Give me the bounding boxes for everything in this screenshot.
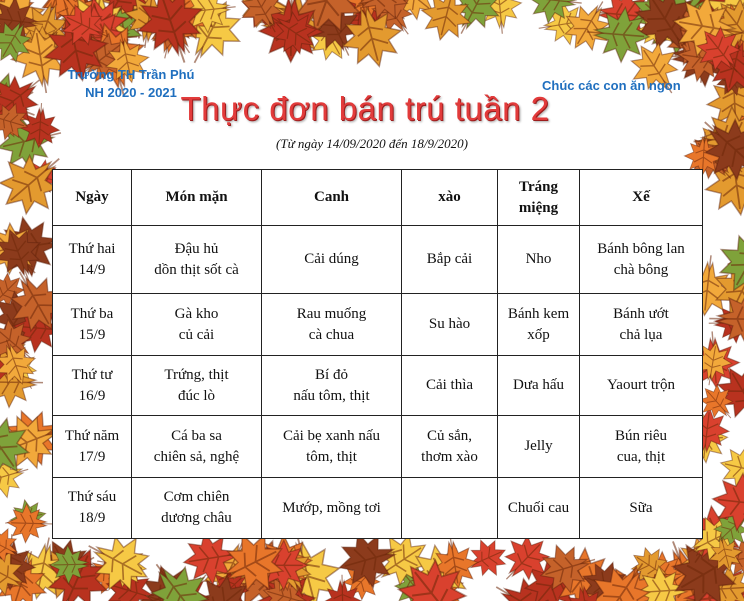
table-cell: Dưa hấu [498, 356, 580, 416]
table-cell [402, 478, 498, 539]
table-cell: Mướp, mồng tơi [262, 478, 402, 539]
table-cell: Cải thìa [402, 356, 498, 416]
table-cell: Thứ hai 14/9 [53, 226, 132, 294]
table-row [53, 416, 703, 478]
table-cell: Thứ năm 17/9 [53, 416, 132, 478]
table-cell: Bắp cải [402, 226, 498, 294]
table-cell: Đậu hủ dồn thịt sốt cà [132, 226, 262, 294]
table-cell: Rau muống cà chua [262, 294, 402, 356]
table-row [53, 294, 703, 356]
table-cell: Trứng, thịt đúc lò [132, 356, 262, 416]
table-cell: Yaourt trộn [580, 356, 703, 416]
column-header-afternoon-snack: Xế [580, 170, 703, 226]
date-range: (Từ ngày 14/09/2020 đến 18/9/2020) [276, 136, 468, 151]
table-cell: Bánh bông lan chà bông [580, 226, 703, 294]
table-cell: Cải dúng [262, 226, 402, 294]
column-header-soup: Canh [262, 170, 402, 226]
column-header-stir-fry: xào [402, 170, 498, 226]
table-cell: Bí đỏ nấu tôm, thịt [262, 356, 402, 416]
table-cell: Bánh ướt chả lụa [580, 294, 703, 356]
table-row [53, 478, 703, 539]
greeting-text: Chúc các con ăn ngon [542, 78, 681, 93]
table-cell: Su hào [402, 294, 498, 356]
table-cell: Cải bẹ xanh nấu tôm, thịt [262, 416, 402, 478]
column-header-day: Ngày [53, 170, 132, 226]
table-cell: Gà kho củ cải [132, 294, 262, 356]
table-cell: Bún riêu cua, thịt [580, 416, 703, 478]
table-cell: Chuối cau [498, 478, 580, 539]
table-row [53, 226, 703, 294]
table-cell: Bánh kem xốp [498, 294, 580, 356]
table-cell: Sữa [580, 478, 703, 539]
column-header-dessert: Tráng miệng [498, 170, 580, 226]
table-row [53, 356, 703, 416]
table-cell: Nho [498, 226, 580, 294]
page-title: Thực đơn bán trú tuần 2 [180, 90, 550, 127]
table-header-row [53, 170, 703, 226]
menu-table [52, 169, 703, 539]
table-cell: Jelly [498, 416, 580, 478]
table-cell: Cá ba sa chiên sả, nghệ [132, 416, 262, 478]
table-cell: Thứ tư 16/9 [53, 356, 132, 416]
table-cell: Cơm chiên dương châu [132, 478, 262, 539]
table-cell: Thứ ba 15/9 [53, 294, 132, 356]
column-header-main-dish: Món mặn [132, 170, 262, 226]
school-year: NH 2020 - 2021 [85, 85, 177, 100]
table-cell: Thứ sáu 18/9 [53, 478, 132, 539]
table-cell: Củ sắn, thơm xào [402, 416, 498, 478]
school-name: Trường TH Trần Phú [67, 67, 195, 82]
